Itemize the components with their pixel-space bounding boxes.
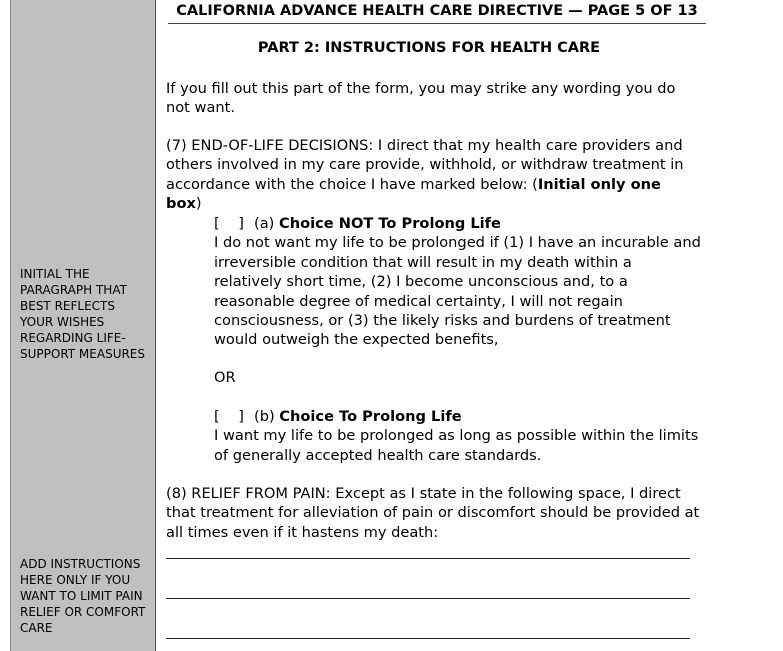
page-header: CALIFORNIA ADVANCE HEALTH CARE DIRECTIVE — PAGE 5 OF 13 <box>168 3 706 24</box>
intro-paragraph: If you fill out this part of the form, you may strike any wording you do not want. <box>166 80 676 117</box>
choice-a-letter: (a) <box>254 215 279 232</box>
instruction-line-2[interactable] <box>166 598 690 599</box>
choice-b-title: Choice To Prolong Life <box>279 408 462 425</box>
choice-a-body: I do not want my life to be prolonged if (1) I have an incurable and irreversible condition that will result in my death within a relatively short time, (2) I become unconscious and, to a reasonable degree of medical certainty, I will not regain consciousness, or (3) the likely risks and burdens of treatment would outweigh the expected benefits, <box>214 234 701 349</box>
choice-a-block <box>214 214 702 350</box>
choice-b-body: I want my life to be prolonged as long as possible within the limits of generally accepted health care standards. <box>214 427 699 464</box>
relief-from-pain-paragraph: (8) RELIEF FROM PAIN: Except as I state in the following space, I direct that treatment for alleviation of pain or discomfort should be provided at all times even if it hastens my death: <box>166 485 700 541</box>
choice-b-initial-box[interactable]: [ ] <box>214 408 244 425</box>
or-separator: OR <box>214 369 236 386</box>
instruction-line-3[interactable] <box>166 638 690 639</box>
part-title: PART 2: INSTRUCTIONS FOR HEALTH CARE <box>257 40 601 56</box>
section7-initial-instruction: Initial only one box <box>166 175 661 213</box>
end-of-life-decisions-paragraph <box>166 136 701 214</box>
sidebar-note-pain-relief: ADD INSTRUCTIONS HERE ONLY IF YOU WANT TO LIMIT PAIN RELIEF OR COMFORT CARE <box>20 557 146 635</box>
choice-b-block <box>214 407 702 465</box>
sidebar-margin <box>10 0 156 651</box>
choice-b-letter: (b) <box>254 408 280 425</box>
instruction-line-1[interactable] <box>166 558 690 559</box>
choice-a-initial-box[interactable]: [ ] <box>214 215 244 232</box>
section7-text: (7) END-OF-LIFE DECISIONS: I direct that my health care providers and others involved in my care provide, withhold, or withdraw treatment in accordance with the choice I have marked below: ( <box>166 137 684 193</box>
choice-a-title: Choice NOT To Prolong Life <box>278 215 501 232</box>
section7-close: ) <box>195 195 202 213</box>
sidebar-note-life-support: INITIAL THE PARAGRAPH THAT BEST REFLECTS YOUR WISHES REGARDING LIFE-SUPPORT MEASURES <box>20 267 146 361</box>
